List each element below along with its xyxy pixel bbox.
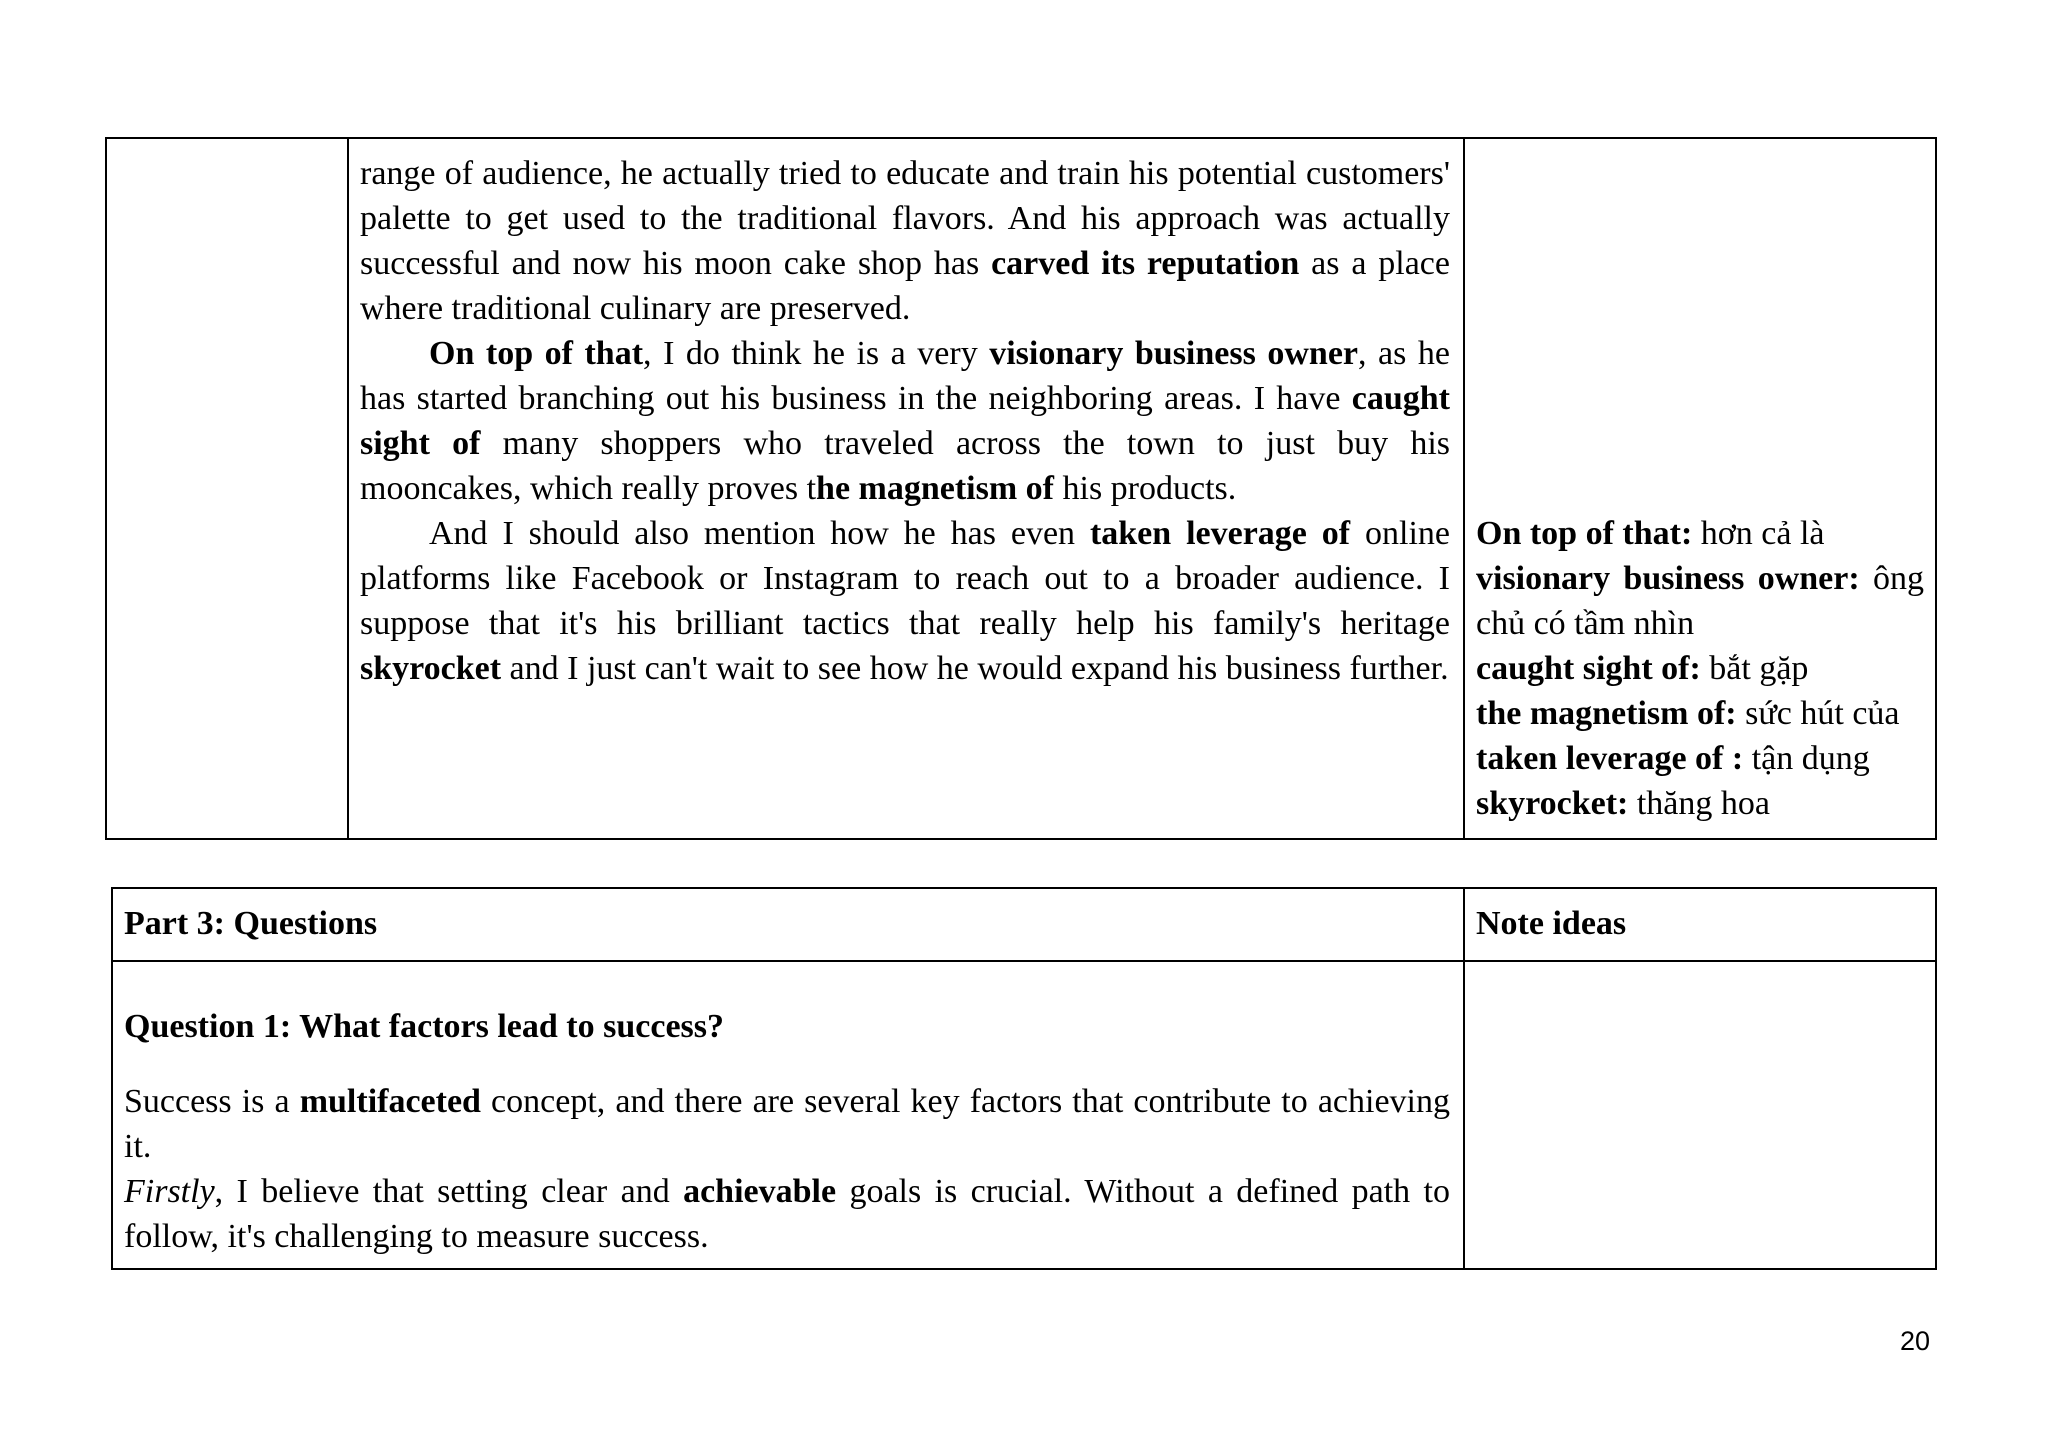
text-run: platforms like Facebook or Instagram to reach out to a broader audience. I bbox=[360, 560, 1450, 597]
header-questions-label: Part 3: Questions bbox=[124, 905, 378, 942]
text-run: , I believe that setting clear and bbox=[214, 1173, 684, 1210]
text-run: online bbox=[1350, 515, 1450, 552]
table-header-row bbox=[113, 889, 1935, 962]
bold-text: visionary business owner bbox=[989, 335, 1359, 372]
bold-text: multifaceted bbox=[299, 1083, 481, 1120]
text-run: sức hút của bbox=[1736, 695, 1900, 732]
answer-passage-cell bbox=[347, 139, 1463, 838]
text-line bbox=[360, 331, 1450, 376]
text-run: successful and now his moon cake shop has bbox=[360, 245, 992, 282]
text-line bbox=[360, 196, 1450, 241]
text-line bbox=[360, 151, 1450, 196]
text-run: tận dụng bbox=[1743, 740, 1870, 777]
text-run: it. bbox=[124, 1128, 152, 1165]
text-run: Success is a bbox=[124, 1083, 300, 1120]
empty-label-cell bbox=[107, 139, 347, 838]
text-line bbox=[1476, 736, 1924, 781]
paragraph bbox=[124, 1079, 1450, 1169]
text-line bbox=[1476, 646, 1924, 691]
bold-text: sight of bbox=[360, 425, 481, 462]
text-line bbox=[1476, 556, 1924, 601]
text-run: ông bbox=[1859, 560, 1924, 597]
text-line bbox=[360, 511, 1450, 556]
header-notes-label: Note ideas bbox=[1476, 905, 1627, 942]
bold-text: taken leverage of : bbox=[1476, 740, 1744, 777]
vocabulary-answer-table bbox=[105, 137, 1937, 840]
text-line bbox=[360, 421, 1450, 466]
text-run: concept, and there are several key factors that contribute to achieving bbox=[480, 1083, 1450, 1120]
text-line bbox=[360, 241, 1450, 286]
text-line bbox=[1476, 691, 1924, 736]
text-line bbox=[360, 601, 1450, 646]
text-run: his products. bbox=[1054, 470, 1237, 507]
text-line bbox=[1476, 601, 1924, 646]
paragraph bbox=[360, 331, 1450, 511]
text-run: as a place bbox=[1299, 245, 1450, 282]
page-number: 20 bbox=[1899, 1326, 1930, 1356]
text-run: suppose that it's his brilliant tactics that really help his family's heritage bbox=[360, 605, 1450, 642]
bold-text: the magnetism of: bbox=[1476, 695, 1737, 732]
text-run: , as he bbox=[1358, 335, 1450, 372]
text-run: hơn cả là bbox=[1692, 515, 1825, 552]
bold-text: skyrocket bbox=[360, 650, 502, 687]
text-line bbox=[1476, 511, 1924, 556]
text-run: palette to get used to the traditional flavors. And his approach was actually bbox=[360, 200, 1450, 237]
text-run: and I just can't wait to see how he would expand his business further. bbox=[501, 650, 1449, 687]
text-run: And I should also mention how he has even bbox=[429, 515, 1090, 552]
question-answer bbox=[124, 1079, 1450, 1259]
paragraph bbox=[1476, 646, 1924, 691]
answer-passage bbox=[360, 151, 1450, 691]
text-run: follow, it's challenging to measure success. bbox=[124, 1218, 709, 1255]
paragraph bbox=[1476, 691, 1924, 736]
paragraph bbox=[360, 511, 1450, 691]
bold-text: taken leverage of bbox=[1089, 515, 1351, 552]
paragraph bbox=[124, 1169, 1450, 1259]
bold-text: caught bbox=[1351, 380, 1450, 417]
italic-text: Firstly bbox=[124, 1173, 215, 1210]
text-run: where traditional culinary are preserved. bbox=[360, 290, 911, 327]
text-run: many shoppers who traveled across the town to just buy his bbox=[480, 425, 1450, 462]
text-run: bắt gặp bbox=[1700, 650, 1809, 687]
note-ideas-cell bbox=[1463, 962, 1935, 1268]
question-answer-cell bbox=[113, 962, 1463, 1268]
header-questions-cell bbox=[113, 889, 1463, 960]
text-run: mooncakes, which really proves t bbox=[360, 470, 817, 507]
paragraph bbox=[360, 151, 1450, 331]
question-heading: Question 1: What factors lead to success? bbox=[124, 1008, 724, 1045]
header-notes-cell bbox=[1463, 889, 1935, 960]
text-line bbox=[360, 286, 1450, 331]
text-line bbox=[124, 1124, 1450, 1169]
text-line bbox=[124, 1169, 1450, 1214]
bold-text: visionary business owner: bbox=[1476, 560, 1860, 597]
text-line bbox=[124, 1214, 1450, 1259]
text-run: has started branching out his business in the neighboring areas. I have bbox=[360, 380, 1352, 417]
bold-text: On top of that: bbox=[1476, 515, 1693, 552]
vocabulary-notes-cell bbox=[1463, 139, 1935, 838]
bold-text: skyrocket: bbox=[1476, 785, 1629, 822]
bold-text: carved its reputation bbox=[991, 245, 1300, 282]
table-body-row bbox=[113, 962, 1935, 1268]
bold-text: achievable bbox=[683, 1173, 837, 1210]
text-run: chủ có tầm nhìn bbox=[1476, 605, 1695, 642]
text-line bbox=[360, 646, 1450, 691]
text-run: thăng hoa bbox=[1628, 785, 1770, 822]
bold-text: caught sight of: bbox=[1476, 650, 1701, 687]
text-line bbox=[360, 466, 1450, 511]
text-run: , I do think he is a very bbox=[643, 335, 990, 372]
bold-text: On top of that bbox=[429, 335, 644, 372]
part3-questions-table bbox=[111, 887, 1937, 1270]
paragraph bbox=[1476, 736, 1924, 781]
text-line bbox=[124, 1079, 1450, 1124]
text-line bbox=[360, 376, 1450, 421]
paragraph bbox=[1476, 511, 1924, 556]
text-line bbox=[360, 556, 1450, 601]
text-line bbox=[1476, 781, 1924, 826]
paragraph bbox=[1476, 781, 1924, 826]
text-run: goals is crucial. Without a defined path to bbox=[836, 1173, 1450, 1210]
vocabulary-notes bbox=[1476, 511, 1924, 826]
text-run: range of audience, he actually tried to educate and train his potential customers' bbox=[360, 155, 1450, 192]
bold-text: he magnetism of bbox=[816, 470, 1054, 507]
paragraph bbox=[1476, 556, 1924, 646]
